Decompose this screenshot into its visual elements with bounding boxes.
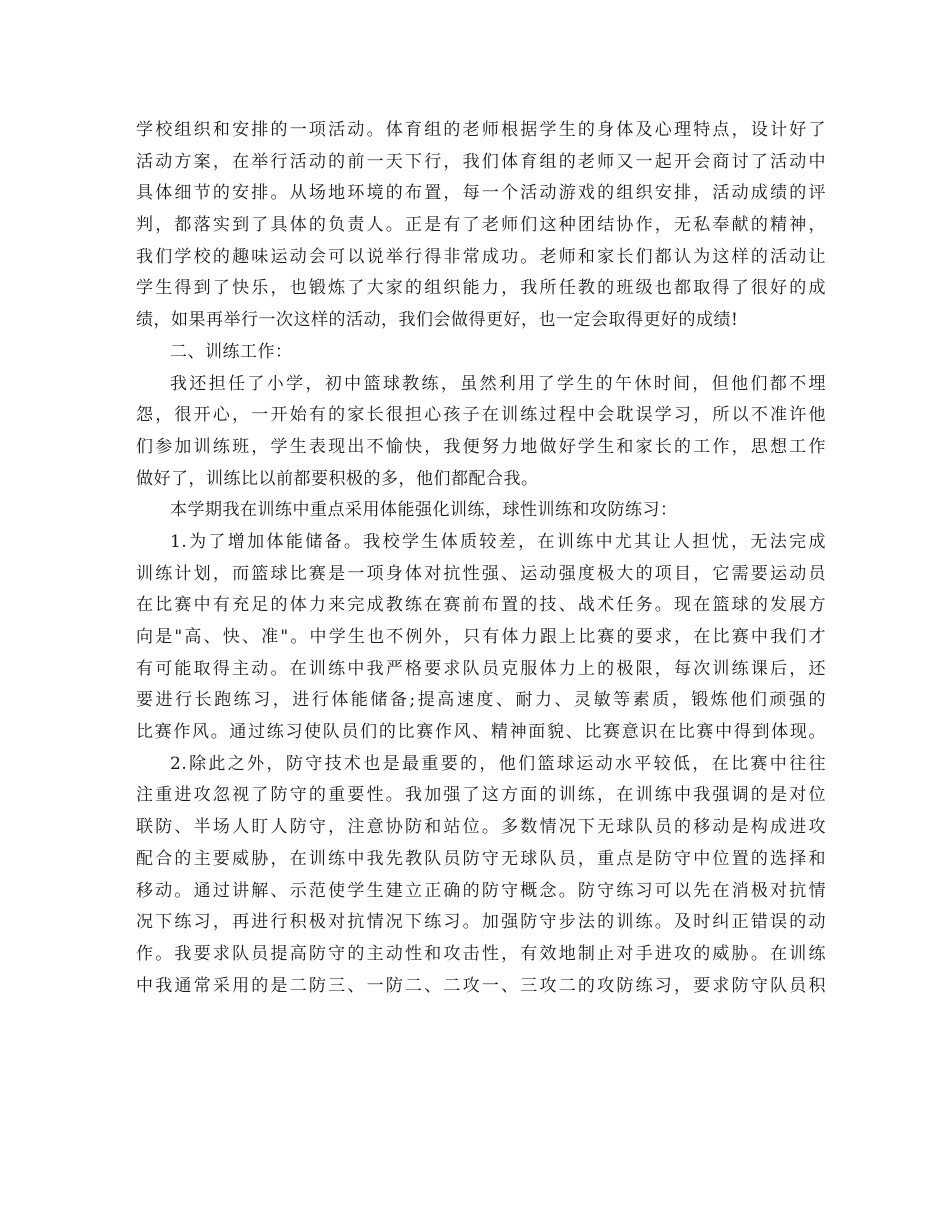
text-line: 我们学校的趣味运动会可以说举行得非常成功。老师和家长们都认为这样的活动让 (136, 246, 826, 267)
text-line: 本学期我在训练中重点采用体能强化训练，球性训练和攻防练习： (170, 500, 678, 521)
text-line: 要进行长跑练习，进行体能储备;提高速度、耐力、灵敏等素质，锻炼他们顽强的 (136, 690, 826, 711)
text-line: 中我通常采用的是二防三、一防二、二攻一、三攻二的攻防练习，要求防守队员积 (136, 975, 826, 996)
text-line: 我还担任了小学，初中篮球教练，虽然利用了学生的午休时间，但他们都不埋 (170, 373, 826, 394)
text-line: 2.除此之外，防守技术也是最重要的，他们篮球运动水平较低，在比赛中往往 (170, 753, 826, 774)
text-line: 做好了，训练比以前都要积极的多，他们都配合我。 (136, 468, 539, 489)
text-line: 作。我要求队员提高防守的主动性和攻击性，有效地制止对手进攻的威胁。在训练 (136, 943, 826, 964)
text-line: 比赛作风。通过练习使队员们的比赛作风、精神面貌、比赛意识在比赛中得到体现。 (136, 722, 826, 743)
text-line: 学校组织和安排的一项活动。体育组的老师根据学生的身体及心理特点，设计好了 (136, 120, 826, 140)
text-line: 怨，很开心，一开始有的家长很担心孩子在训练过程中会耽误学习，所以不准许他 (136, 405, 826, 426)
text-line: 注重进攻忽视了防守的重要性。我加强了这方面的训练，在训练中我强调的是对位 (136, 785, 826, 806)
text-line: 判，都落实到了具体的负责人。正是有了老师们这种团结协作，无私奉献的精神， (136, 215, 826, 236)
text-line: 活动方案，在举行活动的前一天下行，我们体育组的老师又一起开会商讨了活动中 (136, 151, 826, 172)
text-line: 移动。通过讲解、示范使学生建立正确的防守概念。防守练习可以先在消极对抗情 (136, 880, 826, 901)
text-line: 们参加训练班，学生表现出不愉快，我便努力地做好学生和家长的工作，思想工作 (136, 436, 826, 457)
document-body (136, 115, 826, 1002)
text-line: 二、训练工作： (170, 341, 293, 362)
text-line: 1.为了增加体能储备。我校学生体质较差，在训练中尤其让人担忧，无法完成 (170, 531, 826, 552)
text-line: 有可能取得主动。在训练中我严格要求队员克服体力上的极限，每次训练课后，还 (136, 658, 826, 679)
text-line: 学生得到了快乐，也锻炼了大家的组织能力，我所任教的班级也都取得了很好的成 (136, 278, 826, 299)
text-line: 联防、半场人盯人防守，注意协防和站位。多数情况下无球队员的移动是构成进攻 (136, 817, 826, 838)
text-line: 绩，如果再举行一次这样的活动，我们会做得更好，也一定会取得更好的成绩! (136, 310, 739, 331)
text-line: 况下练习，再进行积极对抗情况下练习。加强防守步法的训练。及时纠正错误的动 (136, 912, 826, 933)
text-line: 向是"高、快、准"。中学生也不例外，只有体力跟上比赛的要求，在比赛中我们才 (136, 627, 826, 647)
text-line: 在比赛中有充足的体力来完成教练在赛前布置的技、战术任务。现在篮球的发展方 (136, 595, 826, 616)
text-line: 训练计划，而篮球比赛是一项身体对抗性强、运动强度极大的项目，它需要运动员 (136, 563, 826, 584)
text-line: 具体细节的安排。从场地环境的布置，每一个活动游戏的组织安排，活动成绩的评 (136, 183, 826, 204)
text-line: 配合的主要威胁，在训练中我先教队员防守无球队员，重点是防守中位置的选择和 (136, 848, 826, 869)
